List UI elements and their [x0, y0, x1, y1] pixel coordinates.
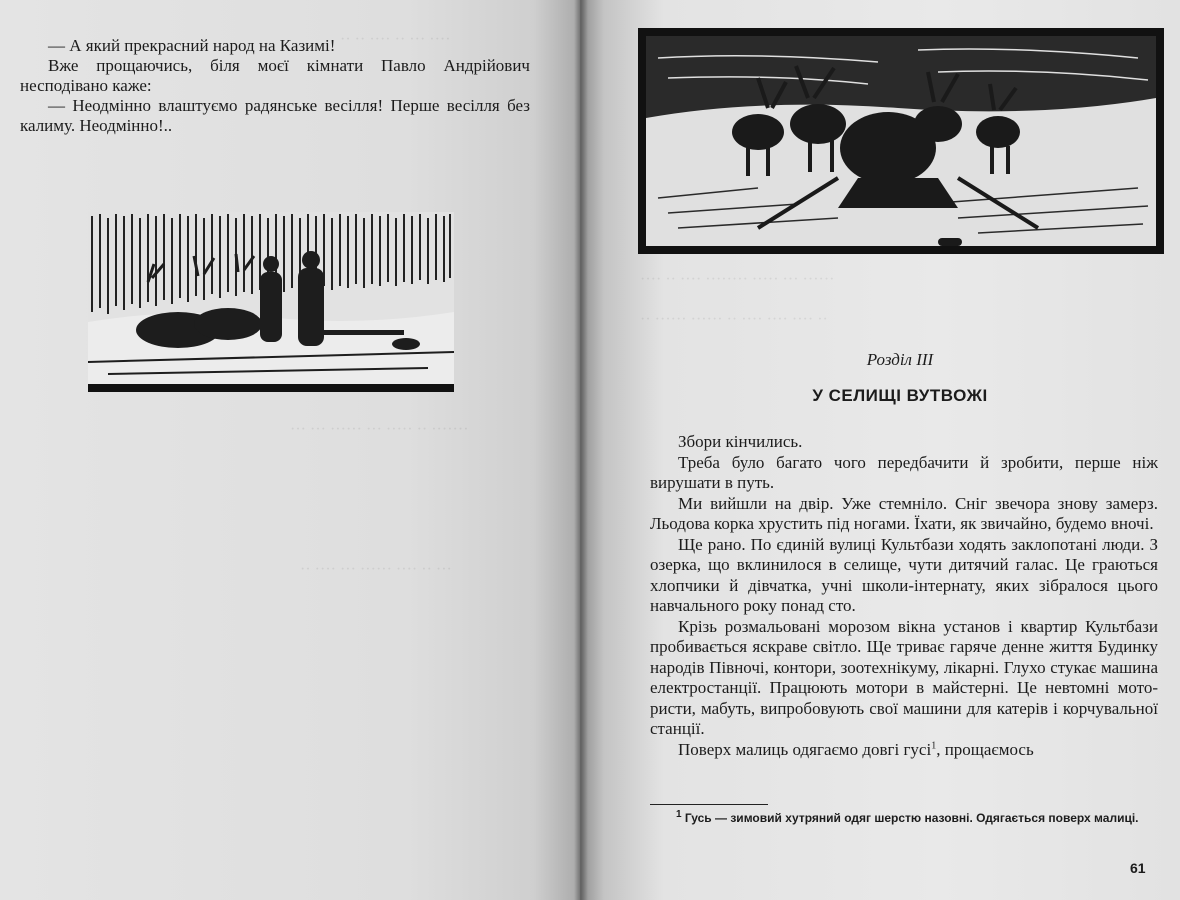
- right-page-text: [650, 432, 1158, 760]
- paragraph-text: Поверх малиць одягаємо довгі гусі: [678, 739, 932, 759]
- footnote-text: Гусь — зимовий хутряний одяг шерстю назовні. Одягається поверх малиці.: [684, 811, 1139, 825]
- footnote-marker: 1: [931, 739, 937, 751]
- paragraph: — Неодмінно влаштуємо радянське весілля! Перше весілля без калиму. Неодмінно!..: [20, 96, 530, 135]
- page-number: 61: [1130, 860, 1146, 876]
- paragraph: Збори кінчились.: [678, 432, 803, 451]
- left-page: ·· ·· ···· ·· ··· ···· ··· ··· ······ ··· ····· ·· ······· ·· ···· ··· ······ ···· ·· ···: [0, 0, 580, 900]
- paragraph: Ми вийшли на двір. Уже стемніло. Сніг звечора знову замерз. Льодова корка хрустить під ногами. Їхати, як звичайно, будемо вночі.: [650, 493, 1158, 533]
- paragraph: Треба було багато чого передбачити й зробити, перше ніж вирушати в путь.: [650, 452, 1158, 492]
- paragraph: Крізь розмальовані морозом вікна установ і квартир Культбази пробивається яскраве світло. Ще триває гаряче денне життя Будинку народів Півночі, контори, зоотехнікуму, лікарні. Глухо стукає машина електростанції. Працюють мотори в майстерні. Це невтомні мотористи, мабуть, випробовують свої машини для катерів і корчувальної станції.: [650, 616, 1158, 738]
- footnote-divider: [650, 804, 768, 805]
- left-page-text: [20, 36, 530, 136]
- paragraph: Вже прощаючись, біля моєї кімнати Павло Андрійович несподівано каже:: [20, 56, 530, 95]
- footnote: [650, 810, 1158, 826]
- paragraph: Ще рано. По єдиній вулиці Культбази ходять заклопотані люди. З озерка, що вклинилося в селище, чути дитячий галас. Це граються хлопчики й дівчатка, учні школи-інтернату, яких зібралося цього навчального року понад сто.: [650, 534, 1158, 615]
- chapter-label: Розділ III: [866, 350, 934, 369]
- footnote-number: 1: [676, 809, 682, 820]
- chapter-title: У СЕЛИЩІ ВУТВОЖІ: [812, 386, 988, 405]
- book-gutter: [574, 0, 588, 900]
- paragraph-text: , прощаємось: [936, 739, 1034, 759]
- paragraph: — А який прекрасний народ на Казимі!: [48, 36, 336, 55]
- right-page: ···· ·· ···· ········ ····· ··· ······ ·· ······ ······ ·· ···· ···· ···· ··: [580, 0, 1180, 900]
- paragraph-with-note: [650, 740, 1158, 761]
- reindeer-sledge-woodcut-icon: [88, 212, 454, 392]
- reindeer-team-woodcut-icon: [638, 28, 1164, 254]
